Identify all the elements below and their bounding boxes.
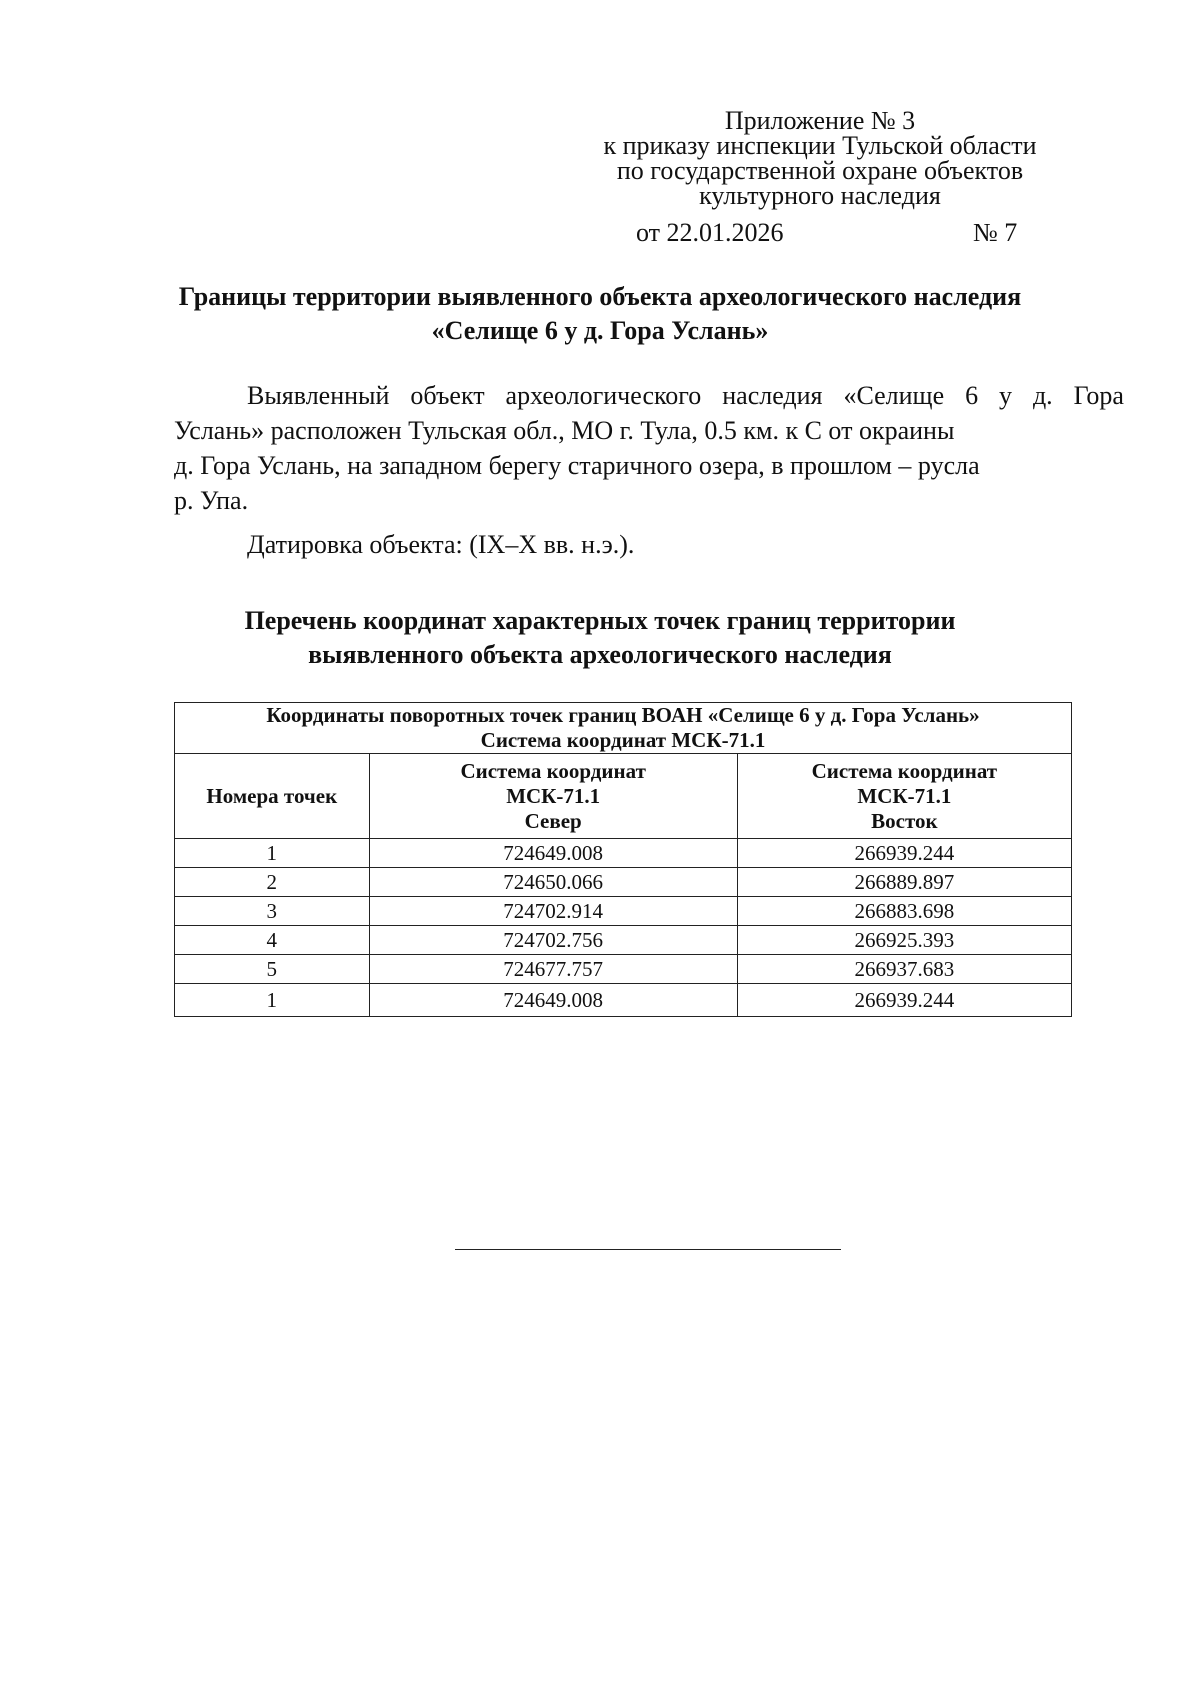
coordinates-table — [174, 702, 1072, 1017]
description-paragraph — [174, 378, 1124, 518]
document-title — [150, 280, 1050, 348]
list-title-line-2: выявленного объекта археологического наследия — [308, 640, 892, 669]
title-line-1: Границы территории выявленного объекта археологического наследия — [178, 282, 1022, 311]
table-row — [175, 897, 1072, 926]
point-number: 3 — [175, 897, 370, 926]
column-header-east: Система координат МСК-71.1 Восток — [737, 754, 1071, 839]
appendix-line-4: культурного наследия — [699, 181, 941, 210]
table-row — [175, 868, 1072, 897]
list-title — [150, 604, 1050, 672]
list-title-line-1: Перечень координат характерных точек границ территории — [244, 606, 956, 635]
north-coordinate: 724649.008 — [369, 839, 737, 868]
description-line-1: Выявленный объект археологического наследия «Селище 6 у д. Гора — [247, 381, 1124, 410]
table-row — [175, 984, 1072, 1017]
north-coordinate: 724649.008 — [369, 984, 737, 1017]
dating-paragraph: Датировка объекта: (IX–X вв. н.э.). — [247, 530, 635, 559]
table-caption-row — [175, 703, 1072, 754]
appendix-line-3: по государственной охране объектов — [616, 156, 1024, 185]
point-number: 5 — [175, 955, 370, 984]
point-number: 1 — [175, 984, 370, 1017]
end-divider-line — [455, 1249, 841, 1250]
table-row — [175, 955, 1072, 984]
table-caption: Координаты поворотных точек границ ВОАН «Селище 6 у д. Гора Услань» Система координат МСК-71.1 — [175, 703, 1072, 754]
east-coordinate: 266883.698 — [737, 897, 1071, 926]
point-number: 4 — [175, 926, 370, 955]
north-coordinate: 724702.914 — [369, 897, 737, 926]
north-coordinate: 724677.757 — [369, 955, 737, 984]
order-number: № 7 — [973, 218, 1018, 247]
east-coordinate: 266937.683 — [737, 955, 1071, 984]
east-coordinate: 266925.393 — [737, 926, 1071, 955]
point-number: 1 — [175, 839, 370, 868]
column-header-north: Система координат МСК-71.1 Север — [369, 754, 737, 839]
appendix-number: Приложение № 3 — [724, 106, 916, 135]
description-line-4: р. Упа. — [174, 486, 249, 515]
appendix-line-2: к приказу инспекции Тульской области — [603, 131, 1037, 160]
title-line-2: «Селище 6 у д. Гора Услань» — [431, 316, 769, 345]
description-line-3: д. Гора Услань, на западном берегу старичного озера, в прошлом – русла — [174, 451, 980, 480]
north-coordinate: 724702.756 — [369, 926, 737, 955]
table-row — [175, 839, 1072, 868]
order-date: от 22.01.2026 — [636, 218, 784, 247]
east-coordinate: 266939.244 — [737, 984, 1071, 1017]
description-line-2: Услань» расположен Тульская обл., МО г. Тула, 0.5 км. к С от окраины — [174, 416, 955, 445]
point-number: 2 — [175, 868, 370, 897]
north-coordinate: 724650.066 — [369, 868, 737, 897]
east-coordinate: 266939.244 — [737, 839, 1071, 868]
east-coordinate: 266889.897 — [737, 868, 1071, 897]
table-header-row — [175, 754, 1072, 839]
table-row — [175, 926, 1072, 955]
appendix-header — [560, 108, 1080, 208]
column-header-points: Номера точек — [175, 754, 370, 839]
